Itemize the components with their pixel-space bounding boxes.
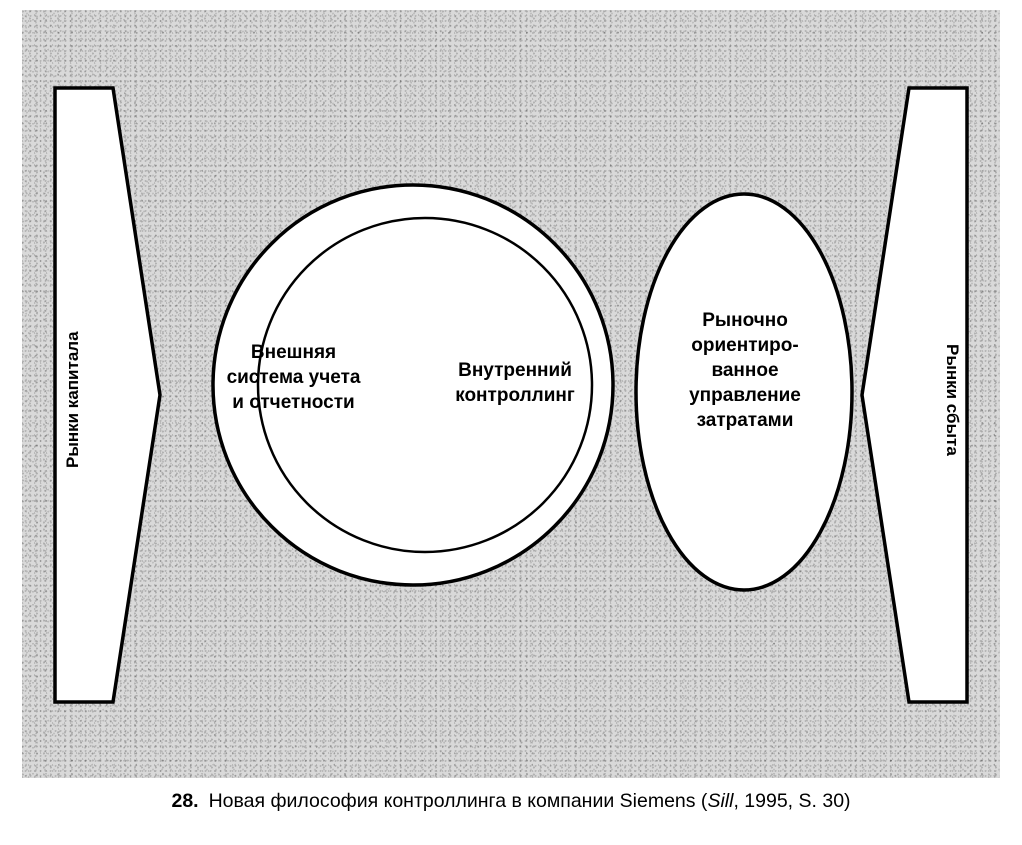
caption-text-before: Новая философия контроллинга в компании Siemens ( [208, 790, 708, 812]
capital-markets-label: Рынки капитала [63, 331, 82, 469]
caption-text-after: , 1995, S. 30) [733, 790, 851, 812]
caption-number: 28. [171, 790, 199, 812]
caption-source: Sill [707, 790, 734, 812]
cost-management-ellipse-shape [636, 194, 852, 590]
internal-controlling-label: Внутренний контроллинг [455, 360, 575, 407]
sales-markets-label: Рынки сбыта [943, 344, 962, 456]
figure-caption [0, 790, 1022, 813]
external-accounting-circle-shape [213, 185, 613, 585]
external-accounting-label: Внешняя система учета и отчетности [226, 342, 361, 414]
cost-management-label: Рыночно ориентиро- ванное управление затратами [689, 310, 801, 432]
